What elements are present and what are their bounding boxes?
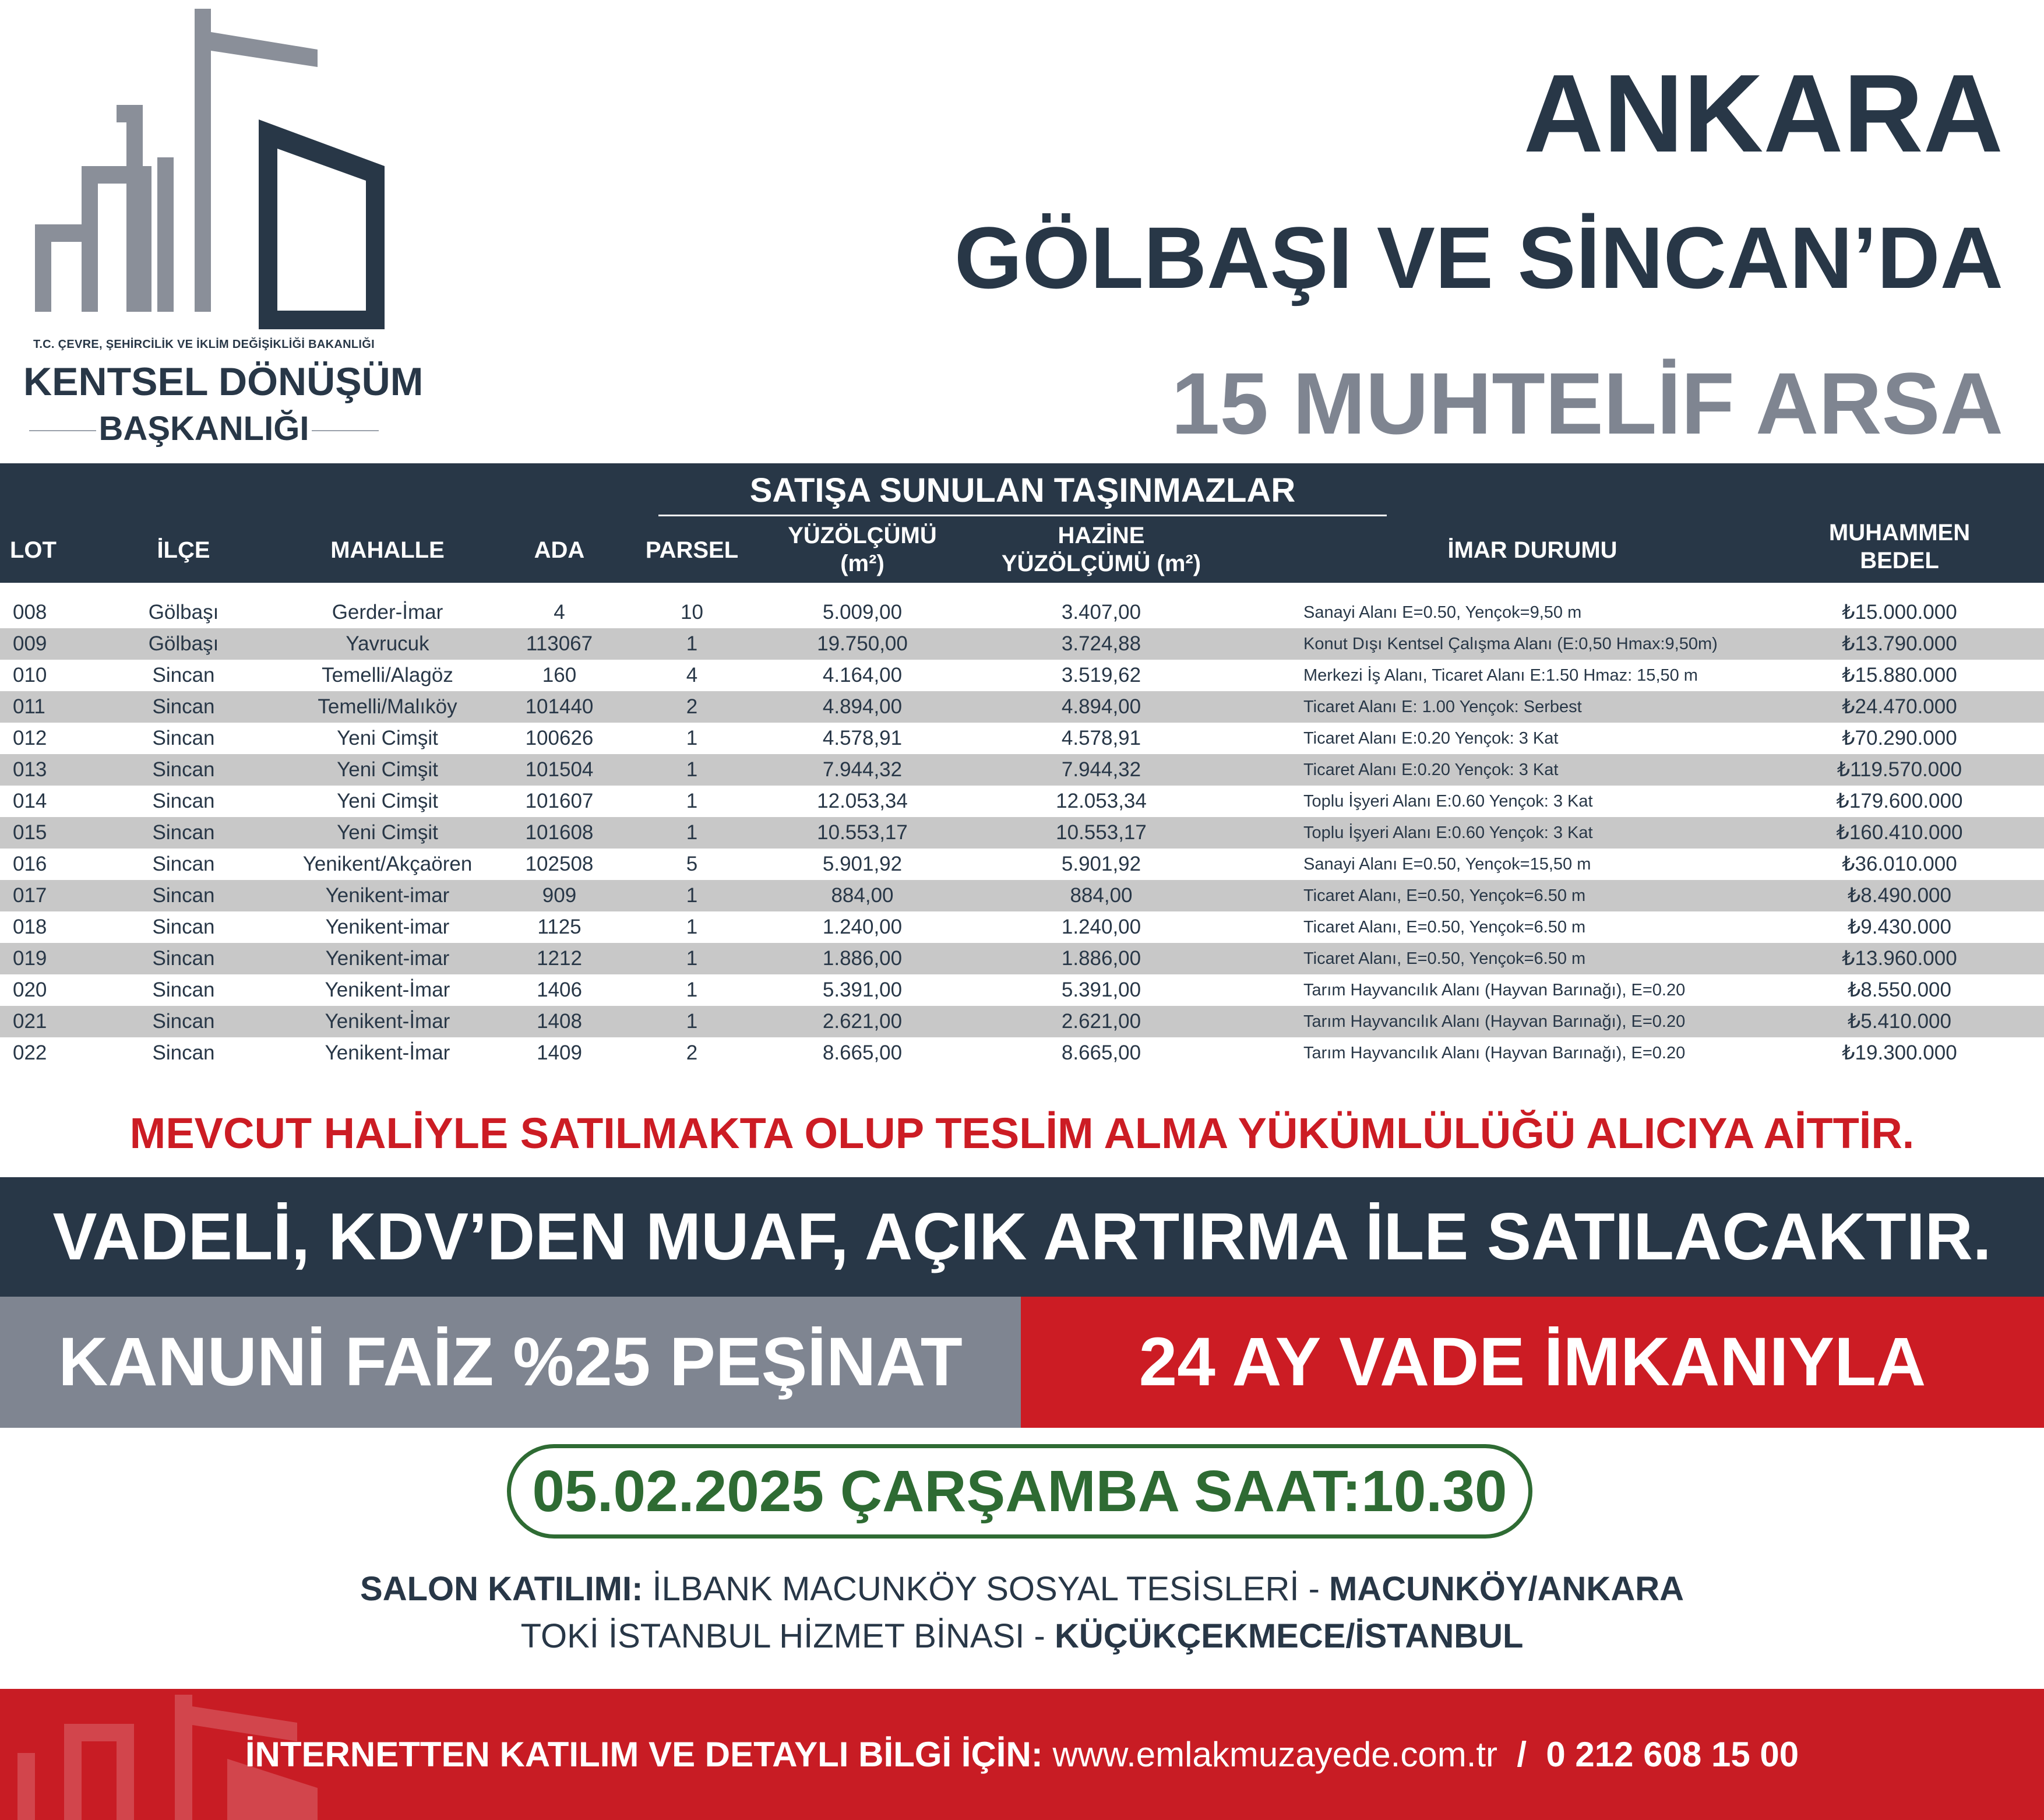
col-hazine-line1: HAZİNE	[1058, 523, 1145, 548]
cell-yuzolcumu: 19.750,00	[817, 632, 908, 655]
cell-bedel: ₺8.490.000	[1848, 884, 1951, 907]
cell-imar: Ticaret Alanı, E=0.50, Yençok=6.50 m	[1303, 949, 1586, 968]
title-districts: GÖLBAŞI VE SİNCAN’DA	[954, 209, 2003, 307]
plot-count: 15	[1171, 354, 1268, 452]
cell-lot: 012	[13, 727, 47, 749]
cell-ilce: Sincan	[152, 695, 215, 718]
table-row	[0, 723, 2044, 754]
cell-bedel: ₺70.290.000	[1842, 727, 1957, 749]
cell-hazine: 3.724,88	[1061, 632, 1141, 655]
cell-mahalle: Yeni Cimşit	[337, 790, 438, 812]
table-row	[0, 880, 2044, 911]
cell-ilce: Sincan	[152, 947, 215, 970]
table-row	[0, 911, 2044, 943]
cell-parsel: 1	[686, 916, 698, 938]
cell-imar: Merkezi İş Alanı, Ticaret Alanı E:1.50 Hmaz: 15,50 m	[1303, 666, 1698, 685]
cell-yuzolcumu: 4.578,91	[822, 727, 903, 749]
col-hazine-line2: YÜZÖLÇÜMÜ (m²)	[1001, 551, 1201, 576]
cell-hazine: 3.519,62	[1061, 664, 1141, 687]
cell-imar: Ticaret Alanı E: 1.00 Yençok: Serbest	[1303, 698, 1582, 716]
cell-lot: 019	[13, 947, 47, 970]
cell-ada: 160	[542, 664, 577, 687]
cell-parsel: 1	[686, 632, 698, 655]
venue-place-2: TOKİ İSTANBUL HİZMET BİNASI -	[520, 1617, 1055, 1655]
cell-imar: Konut Dışı Kentsel Çalışma Alanı (E:0,50 Hmax:9,50m)	[1303, 635, 1718, 653]
cell-mahalle: Yenikent-imar	[325, 947, 450, 970]
cell-hazine: 4.894,00	[1061, 695, 1141, 718]
cell-parsel: 10	[681, 601, 703, 624]
logo	[23, 9, 424, 448]
cell-parsel: 1	[686, 821, 698, 844]
table-row	[0, 849, 2044, 880]
cell-lot: 022	[13, 1041, 47, 1064]
cell-imar: Sanayi Alanı E=0.50, Yençok=9,50 m	[1303, 603, 1582, 622]
cell-yuzolcumu: 884,00	[831, 884, 894, 907]
cell-bedel: ₺119.570.000	[1837, 758, 1962, 781]
col-bedel	[1783, 519, 2016, 575]
cell-parsel: 1	[686, 790, 698, 812]
cell-lot: 015	[13, 821, 47, 844]
table-row	[0, 1037, 2044, 1069]
col-lot: LOT	[10, 537, 57, 563]
cell-parsel: 1	[686, 884, 698, 907]
cell-lot: 009	[13, 632, 47, 655]
cell-mahalle: Yenikent-imar	[325, 916, 450, 938]
cell-hazine: 1.240,00	[1061, 916, 1141, 938]
cell-yuzolcumu: 5.391,00	[822, 978, 903, 1001]
venue-line-2	[0, 1616, 2044, 1657]
title-plot-count	[1171, 355, 2003, 452]
cell-ilce: Sincan	[152, 853, 215, 875]
cell-ilce: Sincan	[152, 978, 215, 1001]
cell-ada: 101607	[525, 790, 594, 812]
cell-parsel: 1	[686, 1010, 698, 1033]
cell-ada: 4	[554, 601, 565, 624]
cell-ada: 1212	[537, 947, 582, 970]
cell-lot: 010	[13, 664, 47, 687]
cell-hazine: 7.944,32	[1061, 758, 1141, 781]
cell-yuzolcumu: 4.164,00	[822, 664, 903, 687]
cell-ada: 1408	[537, 1010, 582, 1033]
col-yuzolcumu	[775, 522, 950, 578]
cell-bedel: ₺15.000.000	[1842, 601, 1957, 624]
cell-bedel: ₺5.410.000	[1848, 1010, 1951, 1033]
cell-imar: Ticaret Alanı E:0.20 Yençok: 3 Kat	[1303, 761, 1559, 779]
cell-yuzolcumu: 10.553,17	[817, 821, 908, 844]
cell-ada: 1406	[537, 978, 582, 1001]
venue-city-1: MACUNKÖY/ANKARA	[1329, 1570, 1684, 1608]
cell-parsel: 1	[686, 758, 698, 781]
cell-bedel: ₺13.790.000	[1842, 632, 1957, 655]
cell-yuzolcumu: 5.009,00	[822, 601, 903, 624]
cell-mahalle: Yenikent-İmar	[325, 1010, 450, 1033]
col-imar: İMAR DURUMU	[1447, 537, 1617, 563]
venue-line-1	[0, 1569, 2044, 1610]
plot-count-label: MUHTELİF ARSA	[1292, 354, 2003, 452]
col-ilce: İLÇE	[157, 537, 210, 563]
cell-ada: 101504	[525, 758, 594, 781]
cell-mahalle: Yenikent-İmar	[325, 978, 450, 1001]
cell-lot: 021	[13, 1010, 47, 1033]
venue-city-2: KÜÇÜKÇEKMECE/İSTANBUL	[1054, 1617, 1524, 1655]
cell-ada: 100626	[525, 727, 594, 749]
sale-notice: MEVCUT HALİYLE SATILMAKTA OLUP TESLİM ALMA YÜKÜMLÜLÜĞÜ ALICIYA AİTTİR.	[129, 1109, 1915, 1157]
cell-lot: 008	[13, 601, 47, 624]
cell-lot: 020	[13, 978, 47, 1001]
cell-parsel: 4	[686, 664, 698, 687]
cell-ilce: Sincan	[152, 1010, 215, 1033]
title-city: ANKARA	[1523, 52, 2003, 175]
cell-lot: 018	[13, 916, 47, 938]
down-payment-banner: KANUNİ FAİZ %25 PEŞİNAT	[0, 1297, 1021, 1428]
footer	[0, 1689, 2044, 1820]
cell-yuzolcumu: 7.944,32	[822, 758, 903, 781]
cell-ada: 101440	[525, 695, 594, 718]
sale-terms-banner: VADELİ, KDV’DEN MUAF, AÇIK ARTIRMA İLE SATILACAKTIR.	[0, 1177, 2044, 1297]
ministry-name: T.C. ÇEVRE, ŞEHİRCİLİK VE İKLİM DEĞİŞİKLİĞİ BAKANLIĞI	[33, 338, 375, 351]
cell-parsel: 2	[686, 1041, 698, 1064]
cell-ilce: Gölbaşı	[148, 601, 219, 624]
col-yuzolcumu-line2: (m²)	[840, 551, 884, 576]
cell-hazine: 5.391,00	[1061, 978, 1141, 1001]
table-header	[0, 463, 2044, 583]
cell-imar: Sanayi Alanı E=0.50, Yençok=15,50 m	[1303, 855, 1591, 874]
cell-yuzolcumu: 5.901,92	[822, 853, 903, 875]
cell-hazine: 2.621,00	[1061, 1010, 1141, 1033]
footer-website-link[interactable]: www.emlakmuzayede.com.tr	[1042, 1735, 1498, 1774]
cell-bedel: ₺8.550.000	[1848, 978, 1951, 1001]
cell-bedel: ₺19.300.000	[1842, 1041, 1957, 1064]
cell-ilce: Sincan	[152, 1041, 215, 1064]
cell-ada: 909	[542, 884, 577, 907]
col-ada: ADA	[534, 537, 585, 563]
cell-parsel: 5	[686, 853, 698, 875]
cell-bedel: ₺179.600.000	[1836, 790, 1963, 812]
table-row	[0, 691, 2044, 723]
cell-yuzolcumu: 1.240,00	[822, 916, 903, 938]
cell-imar: Tarım Hayvancılık Alanı (Hayvan Barınağı), E=0.20	[1303, 981, 1686, 999]
cell-hazine: 5.901,92	[1061, 853, 1141, 875]
footer-phone[interactable]: 0 212 608 15 00	[1546, 1735, 1799, 1774]
cell-ilce: Sincan	[152, 916, 215, 938]
cell-parsel: 1	[686, 978, 698, 1001]
table-row	[0, 817, 2044, 849]
cell-ilce: Gölbaşı	[148, 632, 219, 655]
cell-hazine: 1.886,00	[1061, 947, 1141, 970]
cell-yuzolcumu: 8.665,00	[822, 1041, 903, 1064]
col-yuzolcumu-line1: YÜZÖLÇÜMÜ	[788, 523, 937, 548]
cell-ada: 102508	[525, 853, 594, 875]
caption-divider	[658, 515, 1387, 516]
footer-separator: /	[1497, 1735, 1546, 1774]
cell-mahalle: Yenikent/Akçaören	[302, 853, 473, 875]
cell-ilce: Sincan	[152, 790, 215, 812]
venue-place-1: İLBANK MACUNKÖY SOSYAL TESİSLERİ -	[643, 1570, 1329, 1608]
cell-imar: Ticaret Alanı, E=0.50, Yençok=6.50 m	[1303, 886, 1586, 905]
venue-label: SALON KATILIMI:	[360, 1570, 643, 1608]
cell-mahalle: Yeni Cimşit	[337, 821, 438, 844]
cell-mahalle: Yenikent-İmar	[325, 1041, 450, 1064]
org-name-line1: KENTSEL DÖNÜŞÜM	[23, 360, 424, 404]
footer-info	[0, 1689, 2044, 1820]
cell-lot: 011	[13, 695, 45, 718]
cell-yuzolcumu: 4.894,00	[822, 695, 903, 718]
cell-imar: Tarım Hayvancılık Alanı (Hayvan Barınağı), E=0.20	[1303, 1044, 1686, 1062]
auction-date: 05.02.2025 ÇARŞAMBA SAAT:10.30	[507, 1444, 1532, 1539]
cell-yuzolcumu: 12.053,34	[817, 790, 908, 812]
cell-ilce: Sincan	[152, 727, 215, 749]
cell-yuzolcumu: 1.886,00	[822, 947, 903, 970]
cell-lot: 013	[13, 758, 47, 781]
org-name-line2: BAŞKANLIĞI	[98, 410, 309, 448]
cell-mahalle: Gerder-İmar	[332, 601, 443, 624]
cell-ada: 101608	[525, 821, 594, 844]
cell-ilce: Sincan	[152, 664, 215, 687]
table-row	[0, 628, 2044, 660]
cell-ilce: Sincan	[152, 821, 215, 844]
cell-yuzolcumu: 2.621,00	[822, 1010, 903, 1033]
table-row	[0, 754, 2044, 786]
table-row	[0, 1006, 2044, 1037]
cell-mahalle: Temelli/Malıköy	[318, 695, 457, 718]
table-caption: SATIŞA SUNULAN TAŞINMAZLAR	[749, 471, 1296, 509]
cell-mahalle: Yavrucuk	[346, 632, 429, 655]
col-parsel: PARSEL	[645, 537, 739, 563]
cell-imar: Ticaret Alanı E:0.20 Yençok: 3 Kat	[1303, 729, 1559, 748]
cell-mahalle: Temelli/Alagöz	[322, 664, 453, 687]
cell-parsel: 1	[686, 727, 698, 749]
cell-imar: Ticaret Alanı, E=0.50, Yençok=6.50 m	[1303, 918, 1586, 937]
cell-ada: 1409	[537, 1041, 582, 1064]
table-row	[0, 786, 2044, 817]
buildings-logo-icon	[23, 9, 396, 335]
cell-lot: 017	[13, 884, 47, 907]
table-row	[0, 597, 2044, 628]
footer-label: İNTERNETTEN KATILIM VE DETAYLI BİLGİ İÇİN:	[245, 1735, 1043, 1774]
cell-ilce: Sincan	[152, 758, 215, 781]
cell-hazine: 12.053,34	[1056, 790, 1147, 812]
cell-hazine: 3.407,00	[1061, 601, 1141, 624]
cell-parsel: 1	[686, 947, 698, 970]
cell-bedel: ₺24.470.000	[1842, 695, 1957, 718]
col-mahalle: MAHALLE	[330, 537, 445, 563]
cell-hazine: 884,00	[1070, 884, 1133, 907]
cell-mahalle: Yeni Cimşit	[337, 727, 438, 749]
table-row	[0, 974, 2044, 1006]
cell-bedel: ₺36.010.000	[1842, 853, 1957, 875]
col-hazine	[985, 522, 1218, 578]
cell-bedel: ₺15.880.000	[1842, 664, 1957, 687]
cell-hazine: 8.665,00	[1061, 1041, 1141, 1064]
cell-imar: Toplu İşyeri Alanı E:0.60 Yençok: 3 Kat	[1303, 823, 1593, 842]
table-row	[0, 660, 2044, 691]
cell-ilce: Sincan	[152, 884, 215, 907]
installments-banner: 24 AY VADE İMKANIYLA	[1021, 1297, 2044, 1428]
col-bedel-line1: MUHAMMEN	[1828, 520, 1971, 545]
logo-rule-right	[312, 430, 379, 431]
cell-mahalle: Yenikent-imar	[325, 884, 450, 907]
cell-ada: 113067	[526, 632, 593, 655]
cell-bedel: ₺160.410.000	[1836, 821, 1963, 844]
cell-bedel: ₺9.430.000	[1848, 916, 1951, 938]
cell-hazine: 10.553,17	[1056, 821, 1147, 844]
cell-lot: 014	[13, 790, 47, 812]
cell-lot: 016	[13, 853, 47, 875]
cell-ada: 1125	[537, 916, 582, 938]
cell-mahalle: Yeni Cimşit	[337, 758, 438, 781]
cell-parsel: 2	[686, 695, 698, 718]
table-row	[0, 943, 2044, 974]
cell-imar: Toplu İşyeri Alanı E:0.60 Yençok: 3 Kat	[1303, 792, 1593, 811]
cell-hazine: 4.578,91	[1061, 727, 1141, 749]
cell-imar: Tarım Hayvancılık Alanı (Hayvan Barınağı), E=0.20	[1303, 1012, 1686, 1031]
col-bedel-line2: BEDEL	[1860, 548, 1939, 573]
cell-bedel: ₺13.960.000	[1842, 947, 1957, 970]
